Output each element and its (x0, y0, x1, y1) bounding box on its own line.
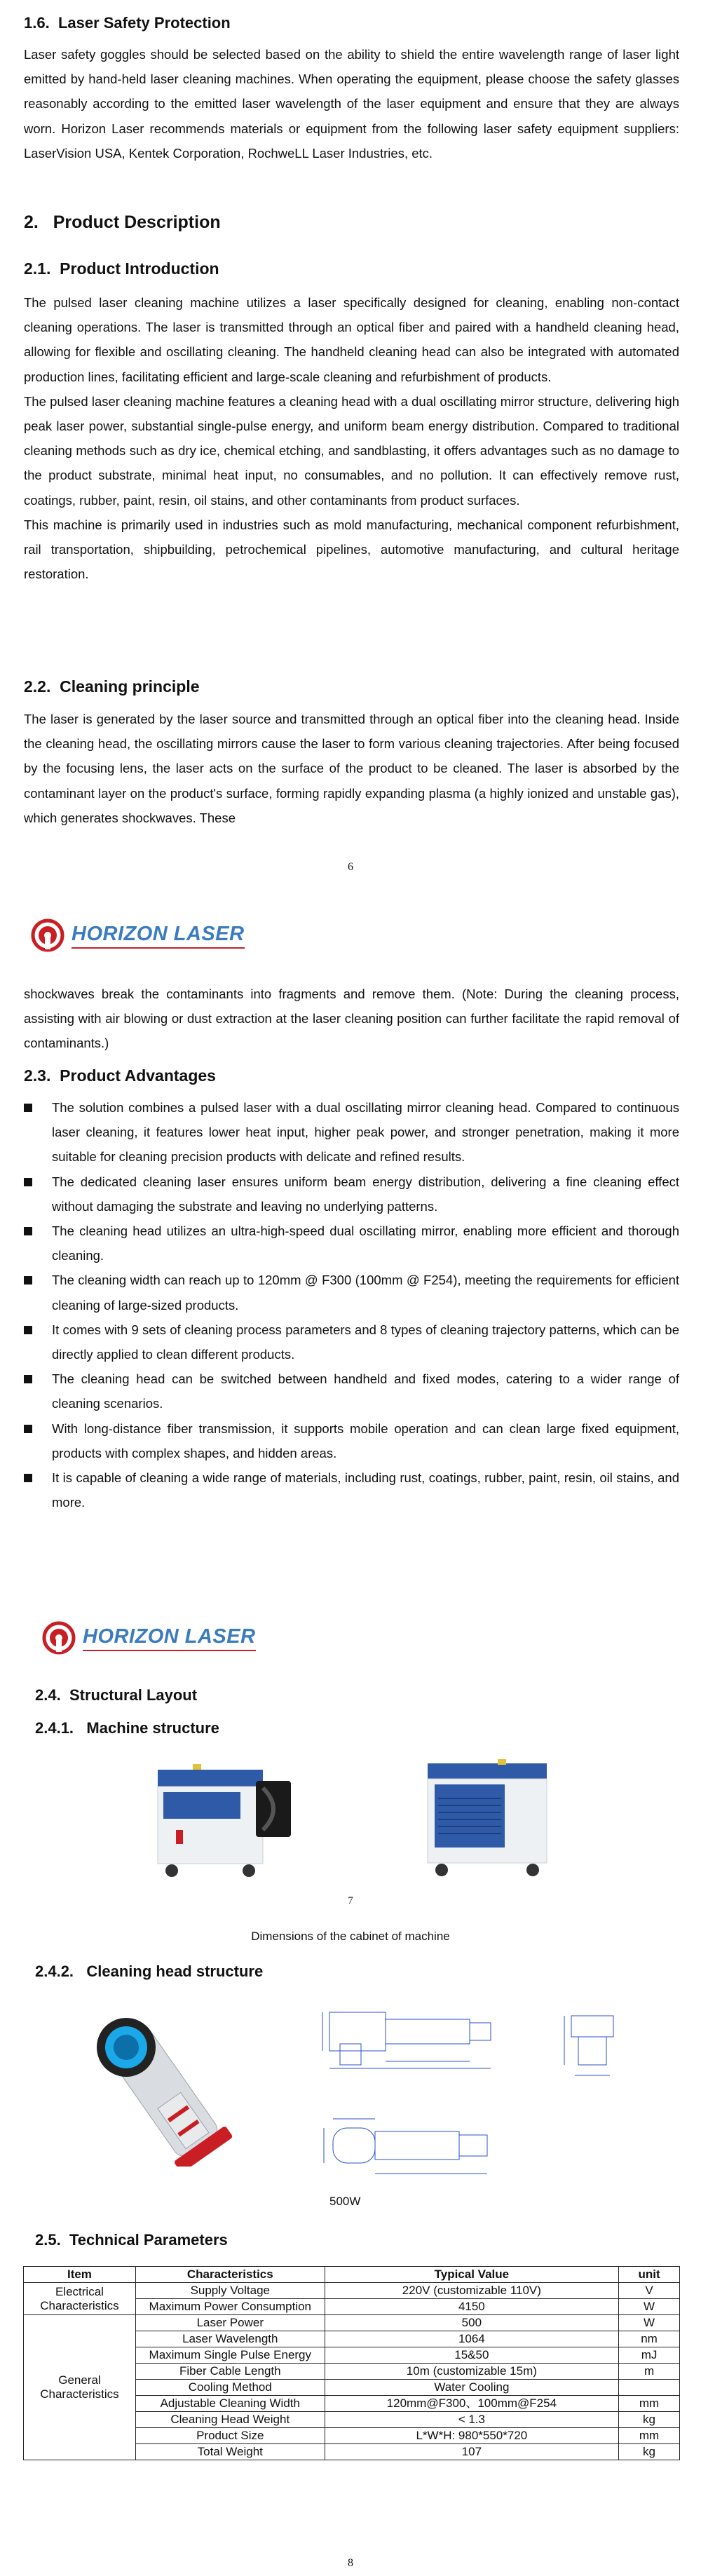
machine-front-image (151, 1760, 305, 1886)
table-row: Cooling Method Water Cooling (24, 2380, 680, 2396)
paragraph-laser-safety: Laser safety goggles should be selected based on the ability to shield the entire wavelength range of laser light emitted by hand-held laser cleaning machines. When operating the equipment, please choose the safety glasses reasonably according to the emitted laser wavelength of the laser equipment and ensure that they are always worn. Horizon Laser recommends materials or equipment from the following laser safety equipment suppliers: LaserVision USA, Kentek Corporation, RochweLL Laser Industries, etc. (24, 47, 679, 161)
square-bullet-icon (24, 1474, 32, 1482)
paragraph-continuation: shockwaves break the contaminants into fragments and remove them. (Note: During the cleaning process, assisting with air blowing or dust extraction at the laser cleaning position can further facilitate the rapid removal of contaminants.) (24, 987, 679, 1051)
section-2-2 (24, 675, 679, 830)
table-row: Product Size L*W*H: 980*550*720 mm (24, 2428, 680, 2444)
paragraph-intro-3: This machine is primarily used in industries such as mold manufacturing, mechanical component refurbishment, rail transportation, shipbuilding, petrochemical pipelines, automotive manufacturing, and cultural heritage restoration. (24, 517, 679, 582)
cleaning-head-side-drawing (308, 2002, 505, 2089)
square-bullet-icon (24, 1375, 32, 1383)
heading-2-3: 2.3. Product Advantages (24, 1066, 216, 1085)
square-bullet-icon (24, 1227, 32, 1235)
list-item: The cleaning head utilizes an ultra-high-speed dual oscillating mirror, enabling more efficient and thorough cleaning. (24, 1219, 679, 1268)
section-2-3 (24, 1064, 679, 1514)
list-item: It comes with 9 sets of cleaning process parameters and 8 types of cleaning trajectory patterns, which can be directly applied to clean different products. (24, 1317, 679, 1367)
list-item: The solution combines a pulsed laser with a dual oscillating mirror cleaning head. Compared to continuous laser cleaning, it features lower heat input, higher peak power, and stronger penetration, making it more suitable for cleaning precision products with delicate and refined results. (24, 1095, 679, 1170)
table-row: Cleaning Head Weight < 1.3 kg (24, 2412, 680, 2428)
section-2-1 (24, 257, 679, 586)
section-2-4-1 (35, 1718, 690, 1739)
table-row: Laser Wavelength 1064 nm (24, 2331, 680, 2347)
table-row: Total Weight 107 kg (24, 2444, 680, 2460)
header-unit: unit (619, 2267, 680, 2283)
section-2-4 (35, 1685, 690, 1706)
cleaning-head-caption: 500W (329, 2195, 361, 2208)
section-1-6 (24, 13, 679, 165)
square-bullet-icon (24, 1178, 32, 1186)
cleaning-head-top-drawing (308, 2110, 505, 2191)
paragraph-principle: The laser is generated by the laser source and transmitted through an optical fiber into the cleaning head. Inside the cleaning head, the oscillating mirrors cause the laser to form various cleaning trajectories. After being focused by the focusing lens, the laser acts on the surface of the product to be cleaned. The laser is absorbed by the contaminant layer on the product's surface, forming rapidly expanding plasma (a highly ionized and unstable gas), which generates shockwaves. These (24, 712, 679, 825)
table-row: General Characteristics Laser Power 500 W (24, 2315, 680, 2331)
table-row: Maximum Single Pulse Energy 15&50 mJ (24, 2347, 680, 2364)
machine-back-image (421, 1756, 561, 1886)
logo-wordmark: HORIZON LASER (83, 1625, 256, 1651)
section-2 (24, 210, 679, 234)
figure-page-mark: 7 (348, 1895, 353, 1906)
horizon-laser-logo (42, 1621, 256, 1655)
list-item: The cleaning width can reach up to 120mm @ F300 (100mm @ F254), meeting the requirements for efficient cleaning of large-sized products. (24, 1268, 679, 1317)
group-electrical: Electrical Characteristics (24, 2283, 136, 2315)
technical-parameters-table (23, 2266, 680, 2460)
section-2-5 (35, 2230, 690, 2251)
paragraph-intro-2: The pulsed laser cleaning machine features a cleaning head with a dual oscillating mirror structure, delivering high peak laser power, substantial single-pulse energy, and uniform beam energy distribution. Compared to traditional cleaning methods such as dry ice, chemical etching, and sandblasting, it offers advantages such as no damage to the product substrate, minimal heat input, no consumables, and no pollution. It can effectively remove rust, coatings, rubber, paint, resin, oil stains, and other contaminants from product surfaces. (24, 393, 679, 508)
group-general: General Characteristics (24, 2315, 136, 2460)
advantages-list (24, 1095, 679, 1514)
cleaning-head-image (88, 2005, 256, 2170)
table-row: Adjustable Cleaning Width 120mm@F300、100mm@F254 mm (24, 2396, 680, 2412)
square-bullet-icon (24, 1104, 32, 1112)
horizon-logo-icon (31, 918, 64, 952)
square-bullet-icon (24, 1425, 32, 1433)
square-bullet-icon (24, 1326, 32, 1334)
heading-2-1: 2.1. Product Introduction (24, 259, 219, 278)
header-item: Item (24, 2267, 136, 2283)
heading-2: 2. Product Description (24, 212, 221, 232)
heading-2-4-1: 2.4.1. Machine structure (35, 1719, 219, 1737)
header-characteristics: Characteristics (135, 2267, 325, 2283)
table-row: Fiber Cable Length 10m (customizable 15m) m (24, 2364, 680, 2380)
heading-2-2: 2.2. Cleaning principle (24, 677, 200, 696)
heading-2-5: 2.5. Technical Parameters (35, 2231, 228, 2249)
horizon-logo-icon (42, 1621, 76, 1655)
machine-caption: Dimensions of the cabinet of machine (251, 1930, 450, 1943)
list-item: With long-distance fiber transmission, it supports mobile operation and can clean large fixed equipment, products with complex shapes, and hidden areas. (24, 1416, 679, 1465)
table-row: Electrical Characteristics Supply Voltage 220V (customizable 110V) V (24, 2283, 680, 2299)
horizon-laser-logo (31, 918, 245, 952)
list-item: The dedicated cleaning laser ensures uniform beam energy distribution, delivering a fine cleaning effect without damaging the substrate and leaving no underlying patterns. (24, 1170, 679, 1219)
paragraph-intro-1: The pulsed laser cleaning machine utilizes a laser specifically designed for cleaning, enabling non-contact cleaning operations. The laser is transmitted through an optical fiber and paired with a handheld cleaning head, allowing for flexible and oscillating cleaning. The handheld cleaning head can also be integrated with automated production lines, facilitating efficient and large-scale cleaning and refurbishment of products. (24, 295, 679, 384)
table-header-row (24, 2267, 680, 2283)
table-row: Maximum Power Consumption 4150 W (24, 2299, 680, 2315)
header-typical-value: Typical Value (325, 2267, 618, 2283)
list-item: It is capable of cleaning a wide range of materials, including rust, coatings, rubber, paint, resin, oil stains, and more. (24, 1465, 679, 1514)
heading-1-6: 1.6. Laser Safety Protection (24, 14, 231, 32)
page-number-6: 6 (348, 861, 353, 873)
square-bullet-icon (24, 1276, 32, 1284)
heading-2-4-2: 2.4.2. Cleaning head structure (35, 1962, 264, 1980)
logo-wordmark: HORIZON LASER (72, 923, 245, 949)
list-item: The cleaning head can be switched between handheld and fixed modes, catering to a wider range of cleaning scenarios. (24, 1367, 679, 1416)
cleaning-head-front-drawing (557, 2009, 627, 2096)
heading-2-4: 2.4. Structural Layout (35, 1686, 198, 1704)
page-number-8: 8 (348, 2557, 353, 2569)
section-2-4-2 (35, 1961, 690, 1982)
